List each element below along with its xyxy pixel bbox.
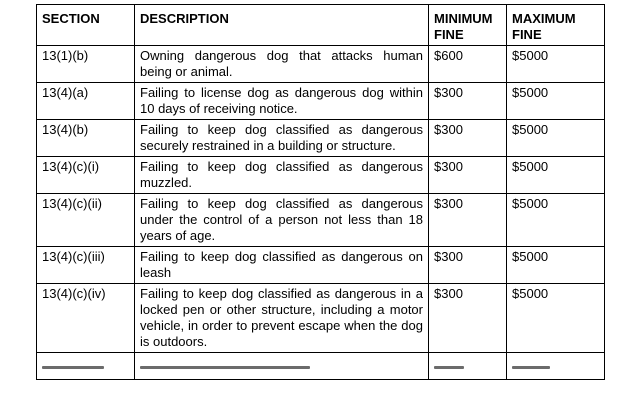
section-cell: 13(4)(b) (37, 120, 135, 157)
cut-off-text-fragment (42, 366, 104, 369)
section-cell: 13(4)(a) (37, 83, 135, 120)
description-cell: Failing to keep dog classified as dangerous securely restrained in a building or structure. (135, 120, 429, 157)
maximum-fine-cell: $5000 (507, 194, 605, 247)
table-row (37, 157, 605, 194)
description-cell: Failing to keep dog classified as dangerous on leash (135, 247, 429, 284)
table-row (37, 247, 605, 284)
section-cell: 13(4)(c)(ii) (37, 194, 135, 247)
header-section: SECTION (37, 5, 135, 46)
maximum-fine-cell: $5000 (507, 247, 605, 284)
minimum-fine-cell: $600 (429, 46, 507, 83)
header-minimum-fine: MINIMUM FINE (429, 5, 507, 46)
fines-table (36, 4, 605, 380)
section-cell: 13(4)(c)(i) (37, 157, 135, 194)
section-cell: 13(4)(c)(iii) (37, 247, 135, 284)
table-row (37, 284, 605, 353)
cut-off-description-cell (135, 353, 429, 380)
minimum-fine-cell: $300 (429, 157, 507, 194)
header-description: DESCRIPTION (135, 5, 429, 46)
maximum-fine-cell: $5000 (507, 284, 605, 353)
cut-off-text-fragment (434, 366, 464, 369)
table-row (37, 194, 605, 247)
section-cell: 13(4)(c)(iv) (37, 284, 135, 353)
maximum-fine-cell: $5000 (507, 46, 605, 83)
minimum-fine-cell: $300 (429, 194, 507, 247)
maximum-fine-cell: $5000 (507, 157, 605, 194)
maximum-fine-cell: $5000 (507, 120, 605, 157)
cut-off-text-fragment (512, 366, 550, 369)
cut-off-text-fragment (140, 366, 310, 369)
description-cell: Owning dangerous dog that attacks human being or animal. (135, 46, 429, 83)
header-maximum-fine: MAXIMUM FINE (507, 5, 605, 46)
description-cell: Failing to keep dog classified as dangerous under the control of a person not less than 18 years of age. (135, 194, 429, 247)
description-cell: Failing to keep dog classified as dangerous muzzled. (135, 157, 429, 194)
cut-off-minimum-fine-cell (429, 353, 507, 380)
table-row (37, 120, 605, 157)
minimum-fine-cell: $300 (429, 120, 507, 157)
minimum-fine-cell: $300 (429, 83, 507, 120)
cut-off-section-cell (37, 353, 135, 380)
table-row (37, 83, 605, 120)
header-row (37, 5, 605, 46)
description-cell: Failing to license dog as dangerous dog within 10 days of receiving notice. (135, 83, 429, 120)
minimum-fine-cell: $300 (429, 247, 507, 284)
section-cell: 13(1)(b) (37, 46, 135, 83)
maximum-fine-cell: $5000 (507, 83, 605, 120)
table-row (37, 46, 605, 83)
cut-off-table-row (37, 353, 605, 380)
minimum-fine-cell: $300 (429, 284, 507, 353)
description-cell: Failing to keep dog classified as dangerous in a locked pen or other structure, including a motor vehicle, in order to prevent escape when the dog is outdoors. (135, 284, 429, 353)
cut-off-maximum-fine-cell (507, 353, 605, 380)
